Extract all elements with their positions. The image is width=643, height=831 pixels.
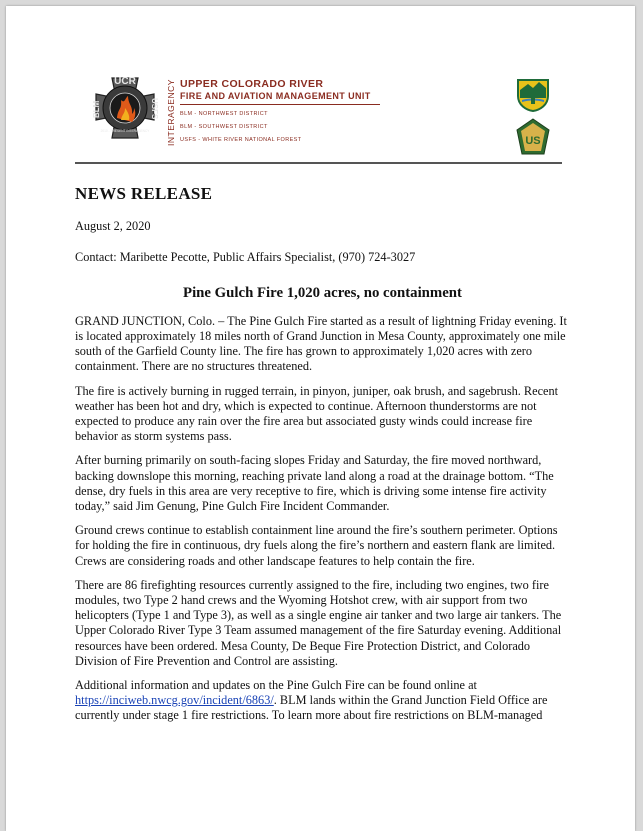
letterhead (80, 70, 562, 160)
office-blm-northwest: BLM - NORTHWEST DISTRICT (180, 111, 268, 117)
release-date: August 2, 2020 (75, 219, 151, 234)
office-usfs-white-river: USFS - WHITE RIVER NATIONAL FOREST (180, 137, 302, 143)
header-divider (75, 162, 562, 164)
ucr-fire-badge-icon (88, 70, 162, 156)
release-contact: Contact: Maribette Pecotte, Public Affairs Specialist, (970) 724-3027 (75, 250, 416, 265)
org-name: UPPER COLORADO RIVER (180, 78, 324, 90)
inciweb-link[interactable]: https://inciweb.nwcg.gov/incident/6863/ (75, 693, 274, 708)
svg-text:2010 - PRESENT INTERAGENCY: 2010 - PRESENT INTERAGENCY (100, 129, 150, 133)
paragraph: Ground crews continue to establish containment line around the fire’s southern perimeter. Options for holding the fire in continuous, dry fuels along the fire’s northern and eastern flank are limited. Crews are considering roads and other landscape features to help contain the fire. (75, 523, 558, 568)
org-divider (180, 104, 380, 105)
paragraph: The fire is actively burning in rugged terrain, in pinyon, juniper, oak brush, and sagebrush. Recent weather has been hot and dry, which is expected to continue. Afternoon thunderstorms are not expected to produce any rain over the fire area but associated gusty winds could increase fire behavior as storm systems pass. (75, 383, 559, 444)
document-page (6, 6, 635, 831)
org-block (180, 78, 440, 150)
unit-name: FIRE AND AVIATION MANAGEMENT UNIT (180, 91, 371, 101)
news-release-heading: NEWS RELEASE (75, 184, 213, 203)
interagency-label: INTERAGENCY (166, 79, 176, 147)
release-headline: Pine Gulch Fire 1,020 acres, no containment (183, 284, 462, 301)
release-body (75, 186, 570, 733)
paragraph-more-info (75, 678, 570, 724)
paragraph: After burning primarily on south-facing slopes Friday and Saturday, the fire moved northward, backing downslope this morning, reaching private land along a road at the drainage bottom. “The dense, dry fuels in this area are very receptive to fire, which is driving some intense fire activity today,” said Jim Genung, Pine Gulch Fire Incident Commander. (75, 453, 554, 514)
restrictions-text: . BLM lands within the Grand Junction Field Office are currently under stage 1 fire restrictions. To learn more about fire restrictions on BLM-managed (75, 693, 548, 723)
usfs-logo-icon (516, 118, 550, 156)
paragraph: GRAND JUNCTION, Colo. – The Pine Gulch Fire started as a result of lightning Friday evening. It is located approximately 18 miles north of Grand Junction in Mesa County, approximately one mile south of the Garfield County line. The fire has grown to approximately 1,020 acres with zero containment. There are no structures threatened. (75, 313, 567, 374)
svg-text:UCR: UCR (114, 76, 136, 87)
paragraph: There are 86 firefighting resources currently assigned to the fire, including two engines, two fire modules, two Type 2 hand crews and the Wyoming Hotshot crew, with air support from two helicopters (Type 1 and Type 3), as well as a single engine air tanker and two large air tankers. The Upper Colorado River Type 3 Team assumed management of the fire Saturday evening. Additional resources have been ordered. Mesa County, De Beque Fire Protection District, and Colorado Division of Fire Prevention and Control are assisting. (75, 577, 562, 668)
blm-logo-icon (516, 76, 550, 112)
office-blm-southwest: BLM - SOUTHWEST DISTRICT (180, 124, 268, 130)
svg-text:USFS: USFS (150, 98, 159, 120)
more-info-text: Additional information and updates on the Pine Gulch Fire can be found online at (75, 678, 477, 693)
svg-text:BLM: BLM (92, 100, 101, 118)
svg-text:US: US (525, 135, 541, 147)
